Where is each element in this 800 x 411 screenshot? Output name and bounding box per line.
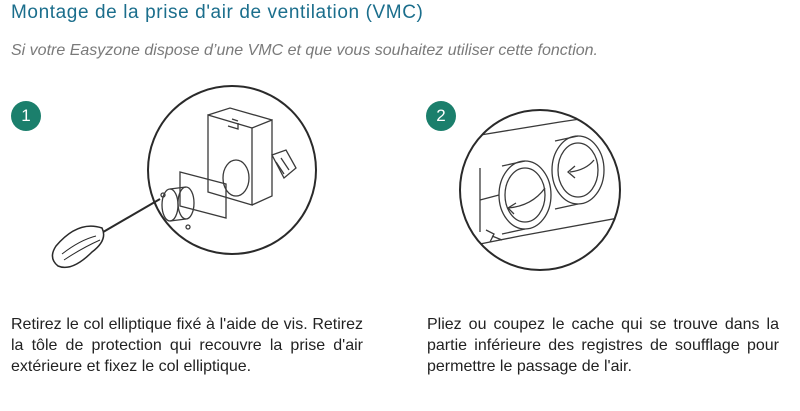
supply-register-cover-icon: [440, 100, 640, 280]
step-2-badge: 2: [426, 101, 456, 131]
page-subtitle: Si votre Easyzone dispose d’une VMC et que vous souhaitez utiliser cette fonction.: [11, 42, 598, 59]
screwdriver-elliptical-collar-icon: [0, 100, 400, 300]
step-1-text: Retirez le col elliptique fixé à l'aide de vis. Retirez la tôle de protection qui recouvre la prise d'air extérieure et fixez le col elliptique.: [11, 316, 363, 375]
step-1-badge: 1: [11, 101, 41, 131]
step-2-text: Pliez ou coupez le cache qui se trouve dans la partie inférieure des registres de soufflage pour permettre le passage de l'air.: [427, 316, 779, 375]
page-title: Montage de la prise d'air de ventilation (VMC): [11, 2, 424, 23]
